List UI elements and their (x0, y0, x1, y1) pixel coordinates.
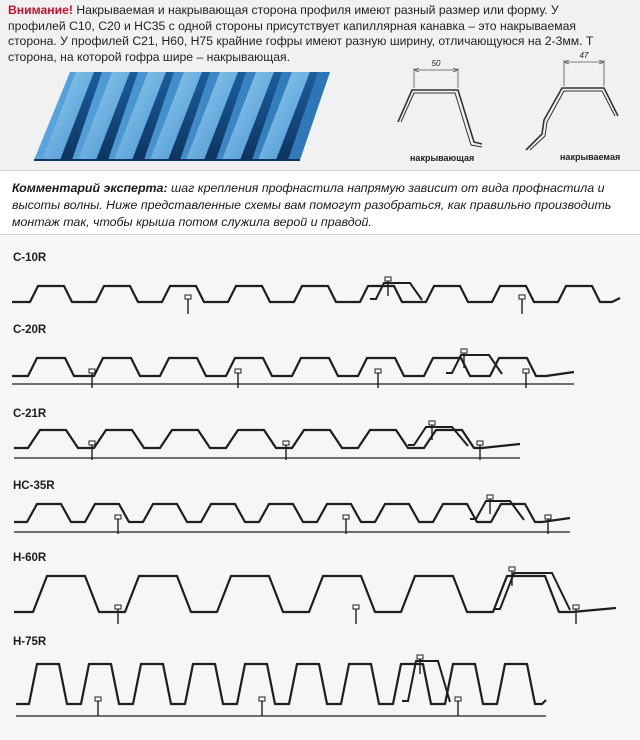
screw-head (385, 277, 391, 281)
screw-head (235, 369, 241, 373)
screw-head (477, 441, 483, 445)
screw-head (487, 495, 493, 499)
profile-label-c20r: С-20R (13, 324, 47, 336)
notice-line-1-text: Накрываемая и накрывающая сторона профиля имеют разный размер или форму. У (72, 3, 559, 17)
screw-head (95, 697, 101, 701)
profile-line (14, 504, 570, 522)
screw-head (573, 605, 579, 609)
profile-label-h60r: Н-60R (13, 552, 47, 564)
screw-head (115, 605, 121, 609)
covered-profile-drawing (512, 46, 634, 168)
corrugated-sheet-image (30, 66, 340, 166)
screw-head (89, 441, 95, 445)
screw-head (375, 369, 381, 373)
screw-head (455, 697, 461, 701)
notice-line-4: сторона, на которой гофра шире – накрывающая. (8, 49, 291, 64)
covering-profile-drawing (392, 50, 504, 168)
profile-line (12, 286, 620, 302)
covered-dimension: 47 (579, 51, 589, 60)
notice-line-3: сторона. У профилей С21, Н60, Н75 крайние гофры имеют разную ширину, отличающуюся на 2-3мм. Т (8, 34, 594, 48)
profile-diagram-h75r (0, 646, 640, 738)
profile-diagram-h60r (0, 562, 640, 640)
screw-head (417, 655, 423, 659)
profile-line (14, 576, 616, 612)
warning-label: Внимание! (8, 3, 73, 17)
notice-line-2: профилей С10, С20 и НС35 с одной стороны присутствует капиллярная канавка – это накрываемая (8, 18, 576, 33)
screw-head (523, 369, 529, 373)
screw-head (89, 369, 95, 373)
expert-comment (0, 172, 640, 235)
screw-head (461, 349, 467, 353)
profile-label-c10r: С-10R (13, 252, 47, 264)
profile-diagram-c21r (0, 418, 640, 480)
notice-line-1 (8, 3, 634, 19)
covering-dimension: 50 (431, 59, 441, 68)
profile-label-h75r: Н-75R (13, 636, 47, 648)
screw-head (353, 605, 359, 609)
profile-diagrams (0, 236, 640, 740)
profile-diagram-hc35r (0, 490, 640, 556)
covering-label: накрывающая (410, 153, 475, 163)
screw-head (519, 295, 525, 299)
profile-diagram-c20r (0, 334, 640, 396)
screw-head (185, 295, 191, 299)
profile-label-c21r: С-21R (13, 408, 47, 420)
covered-label: накрываемая (560, 152, 621, 162)
screw-head (509, 567, 515, 571)
screw-head (343, 515, 349, 519)
screw-head (283, 441, 289, 445)
profile-label-hc35r: НС-35R (13, 480, 55, 492)
notice-panel (0, 0, 640, 171)
screw-head (429, 421, 435, 425)
screw-head (545, 515, 551, 519)
profile-line (12, 358, 574, 376)
expert-body: шаг крепления профнастила напрямую зависит от вида профнастила и высоты волны. Ниже представленные схемы вам помогут разобраться, как правильно производить монтаж так, чтобы крыша потом служила верой и правдой. (12, 181, 612, 229)
screw-head (115, 515, 121, 519)
screw-head (259, 697, 265, 701)
expert-lead: Комментарий эксперта: (12, 181, 168, 195)
expert-text (12, 180, 634, 231)
profile-diagram-c10r (0, 262, 640, 322)
